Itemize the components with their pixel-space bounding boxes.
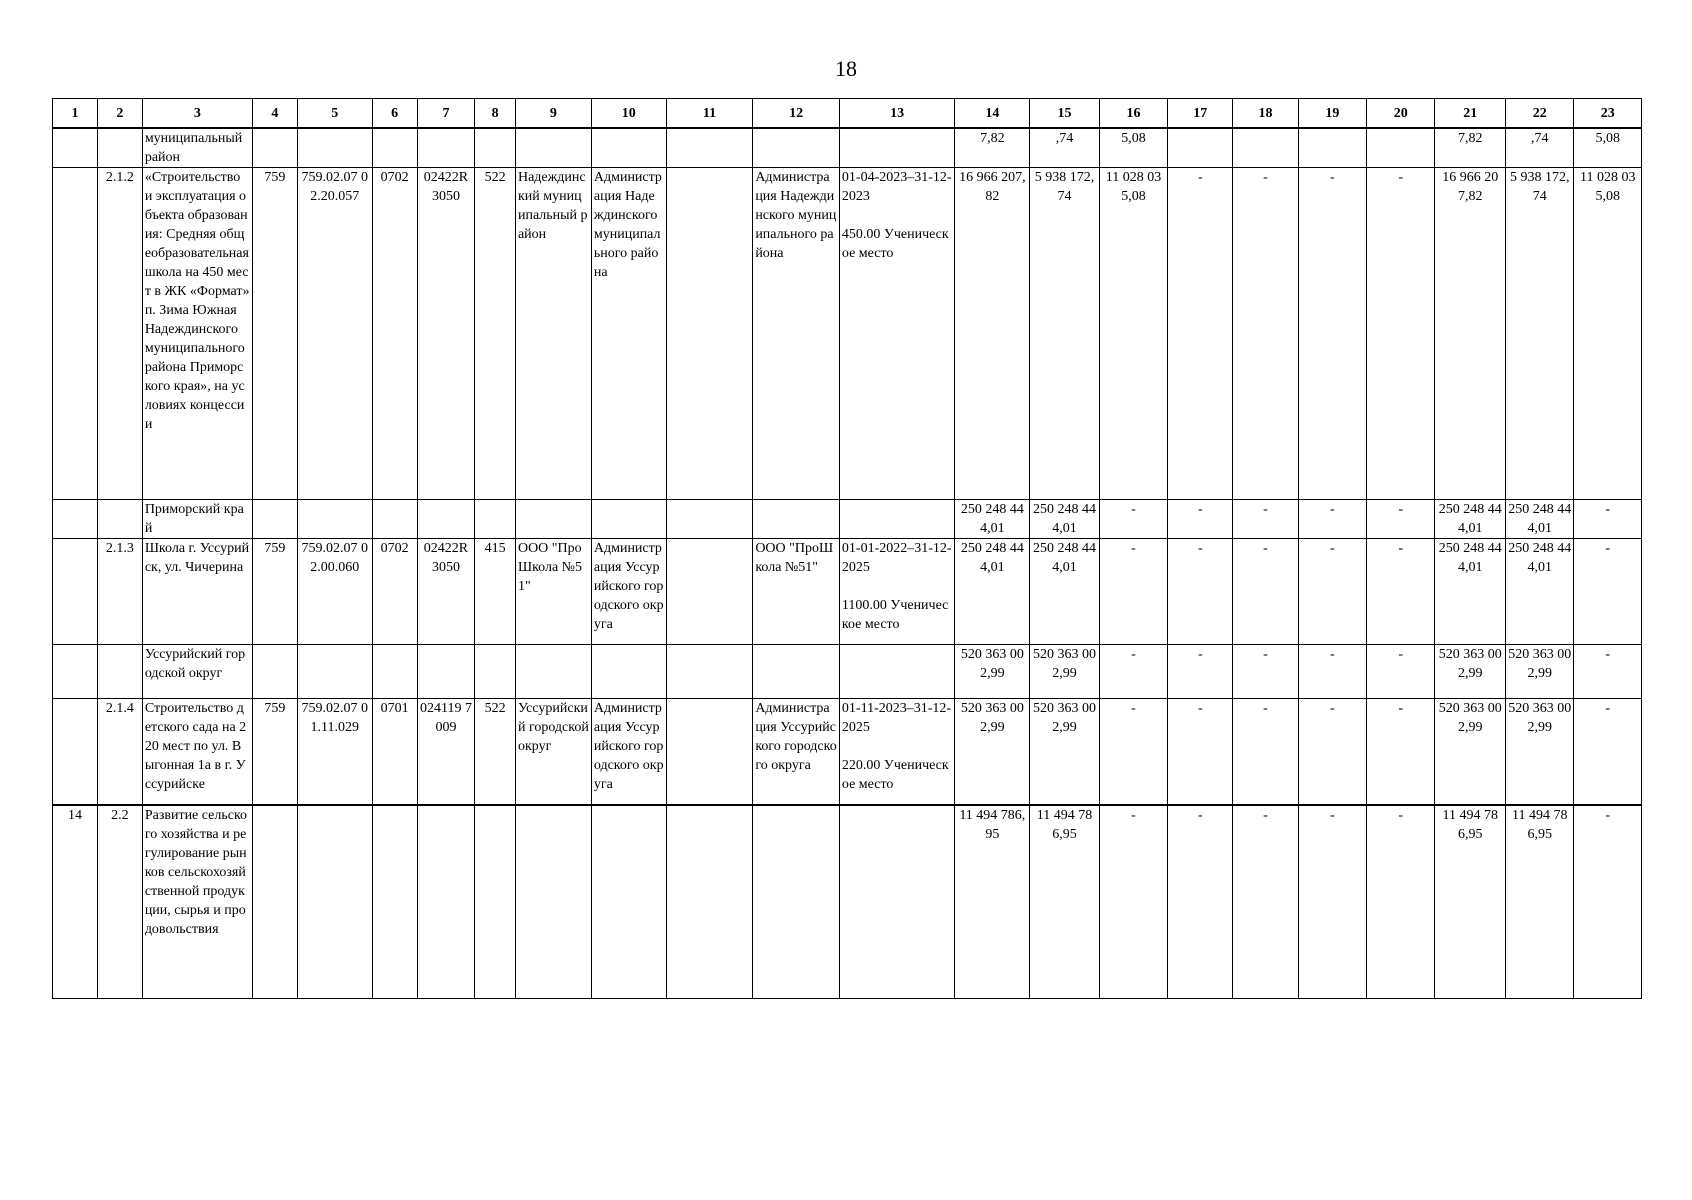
- column-header-17: 17: [1168, 99, 1233, 129]
- table-cell-col-15: 520 363 002,99: [1030, 699, 1100, 805]
- table-cell-col-1: [53, 168, 98, 500]
- table-cell-col-11: [666, 805, 753, 999]
- table-cell-col-8: [475, 645, 516, 699]
- table-cell-col-11: [666, 168, 753, 500]
- table-cell-col-19: -: [1298, 539, 1366, 645]
- column-header-5: 5: [297, 99, 372, 129]
- table-cell-col-21: 11 494 786,95: [1435, 805, 1506, 999]
- table-cell-col-9: [515, 645, 591, 699]
- table-cell-col-14: 520 363 002,99: [955, 645, 1030, 699]
- table-cell-col-20: -: [1367, 168, 1435, 500]
- table-cell-col-22: 520 363 002,99: [1506, 645, 1574, 699]
- table-cell-col-23: 5,08: [1574, 128, 1642, 168]
- table-cell-col-19: -: [1298, 168, 1366, 500]
- column-header-3: 3: [142, 99, 252, 129]
- table-cell-col-15: 11 494 786,95: [1030, 805, 1100, 999]
- column-header-2: 2: [97, 99, 142, 129]
- table-cell-col-5: [297, 645, 372, 699]
- table-cell-col-18: -: [1233, 699, 1298, 805]
- table-cell-col-20: -: [1367, 539, 1435, 645]
- table-cell-col-10: [591, 805, 666, 999]
- table-cell-col-18: -: [1233, 168, 1298, 500]
- table-cell-col-8: [475, 128, 516, 168]
- table-cell-col-18: -: [1233, 645, 1298, 699]
- table-row: [53, 168, 1642, 500]
- table-cell-col-6: [372, 128, 417, 168]
- header-row: [53, 99, 1642, 129]
- column-header-20: 20: [1367, 99, 1435, 129]
- table-cell-col-10: Администрация Уссурийского городского округа: [591, 699, 666, 805]
- budget-table: [52, 98, 1642, 999]
- table-cell-col-9: ООО "ПроШкола №51": [515, 539, 591, 645]
- table-cell-col-8: 522: [475, 168, 516, 500]
- table-cell-col-5: [297, 128, 372, 168]
- table-cell-col-10: [591, 645, 666, 699]
- table-cell-col-20: -: [1367, 500, 1435, 539]
- table-cell-col-9: Надеждинский муниципальный район: [515, 168, 591, 500]
- table-cell-col-16: -: [1099, 805, 1167, 999]
- table-cell-col-17: -: [1168, 539, 1233, 645]
- table-cell-col-13: [839, 805, 954, 999]
- table-row: [53, 500, 1642, 539]
- table-cell-col-21: 520 363 002,99: [1435, 645, 1506, 699]
- table-cell-col-9: [515, 500, 591, 539]
- table-cell-col-1: [53, 500, 98, 539]
- table-cell-col-22: 11 494 786,95: [1506, 805, 1574, 999]
- table-cell-col-19: [1298, 128, 1366, 168]
- table-cell-col-2: [97, 500, 142, 539]
- table-cell-col-9: Уссурийский городской округ: [515, 699, 591, 805]
- table-cell-col-7: [417, 645, 475, 699]
- table-cell-col-22: 520 363 002,99: [1506, 699, 1574, 805]
- table-cell-col-3: муниципальный район: [142, 128, 252, 168]
- table-cell-col-2: [97, 645, 142, 699]
- table-cell-col-16: -: [1099, 539, 1167, 645]
- table-cell-col-6: 0702: [372, 168, 417, 500]
- column-header-9: 9: [515, 99, 591, 129]
- table-cell-col-7: [417, 500, 475, 539]
- column-header-6: 6: [372, 99, 417, 129]
- table-cell-col-2: 2.1.3: [97, 539, 142, 645]
- table-cell-col-3: Приморский край: [142, 500, 252, 539]
- table-cell-col-4: [252, 805, 297, 999]
- table-row: [53, 699, 1642, 805]
- table-cell-col-19: -: [1298, 699, 1366, 805]
- table-cell-col-12: [753, 645, 840, 699]
- table-cell-col-23: -: [1574, 645, 1642, 699]
- table-cell-col-12: Администрация Уссурийского городского округа: [753, 699, 840, 805]
- column-header-22: 22: [1506, 99, 1574, 129]
- table-cell-col-7: 02422R 3050: [417, 168, 475, 500]
- table-cell-col-15: 250 248 444,01: [1030, 539, 1100, 645]
- column-header-10: 10: [591, 99, 666, 129]
- table-cell-col-1: [53, 128, 98, 168]
- table-cell-col-13: [839, 645, 954, 699]
- table-cell-col-6: 0701: [372, 699, 417, 805]
- table-cell-col-2: 2.1.2: [97, 168, 142, 500]
- column-header-1: 1: [53, 99, 98, 129]
- table-cell-col-5: 759.02.07 02.00.060: [297, 539, 372, 645]
- table-cell-col-10: Администрация Уссурийского городского округа: [591, 539, 666, 645]
- table-cell-col-18: -: [1233, 500, 1298, 539]
- table-cell-col-7: [417, 805, 475, 999]
- table-cell-col-22: ,74: [1506, 128, 1574, 168]
- table-cell-col-6: [372, 500, 417, 539]
- table-cell-col-4: [252, 500, 297, 539]
- column-header-12: 12: [753, 99, 840, 129]
- table-cell-col-4: [252, 645, 297, 699]
- table-cell-col-21: 16 966 207,82: [1435, 168, 1506, 500]
- table-cell-col-15: 250 248 444,01: [1030, 500, 1100, 539]
- table-cell-col-7: 024119 7009: [417, 699, 475, 805]
- table-cell-col-1: [53, 539, 98, 645]
- table-cell-col-1: [53, 645, 98, 699]
- table-cell-col-9: [515, 128, 591, 168]
- table-cell-col-16: 5,08: [1099, 128, 1167, 168]
- table-cell-col-7: [417, 128, 475, 168]
- table-cell-col-4: 759: [252, 539, 297, 645]
- table-cell-col-3: «Строительство и эксплуатация объекта образования: Средняя общеобразовательная школа на 450 мест в ЖК «Формат» п. Зима Южная Надеждинского муниципального района Приморского края», на условиях концессии: [142, 168, 252, 500]
- table-cell-col-11: [666, 645, 753, 699]
- table-cell-col-3: Уссурийский городской округ: [142, 645, 252, 699]
- table-cell-col-15: ,74: [1030, 128, 1100, 168]
- table-cell-col-13: 01-04-2023–31-12-2023 450.00 Ученическое место: [839, 168, 954, 500]
- table-cell-col-11: [666, 539, 753, 645]
- table-cell-col-12: Администрация Надеждинского муниципального района: [753, 168, 840, 500]
- column-header-13: 13: [839, 99, 954, 129]
- table-cell-col-23: 11 028 035,08: [1574, 168, 1642, 500]
- table-cell-col-8: [475, 500, 516, 539]
- table-cell-col-7: 02422R 3050: [417, 539, 475, 645]
- table-cell-col-14: 11 494 786,95: [955, 805, 1030, 999]
- table-cell-col-4: 759: [252, 168, 297, 500]
- column-header-23: 23: [1574, 99, 1642, 129]
- table-cell-col-6: [372, 645, 417, 699]
- table-cell-col-14: 7,82: [955, 128, 1030, 168]
- table-cell-col-15: 520 363 002,99: [1030, 645, 1100, 699]
- table-cell-col-5: [297, 805, 372, 999]
- table-cell-col-5: [297, 500, 372, 539]
- table-cell-col-20: [1367, 128, 1435, 168]
- table-cell-col-5: 759.02.07 02.20.057: [297, 168, 372, 500]
- table-cell-col-9: [515, 805, 591, 999]
- table-cell-col-11: [666, 128, 753, 168]
- table-cell-col-8: 522: [475, 699, 516, 805]
- table-cell-col-16: -: [1099, 645, 1167, 699]
- table-cell-col-23: -: [1574, 805, 1642, 999]
- table-cell-col-13: [839, 128, 954, 168]
- table-cell-col-2: [97, 128, 142, 168]
- table-cell-col-14: 520 363 002,99: [955, 699, 1030, 805]
- column-header-8: 8: [475, 99, 516, 129]
- table-cell-col-15: 5 938 172,74: [1030, 168, 1100, 500]
- table-cell-col-23: -: [1574, 539, 1642, 645]
- column-header-19: 19: [1298, 99, 1366, 129]
- table-cell-col-17: -: [1168, 645, 1233, 699]
- table-cell-col-17: -: [1168, 168, 1233, 500]
- table-cell-col-14: 250 248 444,01: [955, 539, 1030, 645]
- table-cell-col-22: 5 938 172,74: [1506, 168, 1574, 500]
- table-cell-col-10: [591, 500, 666, 539]
- table-cell-col-6: [372, 805, 417, 999]
- table-row: [53, 539, 1642, 645]
- table-cell-col-10: [591, 128, 666, 168]
- table-cell-col-20: -: [1367, 645, 1435, 699]
- table-cell-col-2: 2.1.4: [97, 699, 142, 805]
- table-cell-col-11: [666, 699, 753, 805]
- table-cell-col-21: 7,82: [1435, 128, 1506, 168]
- column-header-14: 14: [955, 99, 1030, 129]
- table-cell-col-10: Администрация Надеждинского муниципального района: [591, 168, 666, 500]
- table-cell-col-13: [839, 500, 954, 539]
- table-cell-col-19: -: [1298, 805, 1366, 999]
- table-cell-col-22: 250 248 444,01: [1506, 539, 1574, 645]
- table-cell-col-3: Школа г. Уссурийск, ул. Чичерина: [142, 539, 252, 645]
- table-cell-col-18: -: [1233, 539, 1298, 645]
- table-row: [53, 805, 1642, 999]
- table-cell-col-23: -: [1574, 699, 1642, 805]
- table-cell-col-12: [753, 805, 840, 999]
- table-cell-col-3: Строительство детского сада на 220 мест по ул. Выгонная 1а в г. Уссурийске: [142, 699, 252, 805]
- table-cell-col-1: [53, 699, 98, 805]
- table-cell-col-20: -: [1367, 805, 1435, 999]
- column-header-18: 18: [1233, 99, 1298, 129]
- table-cell-col-12: [753, 500, 840, 539]
- table-cell-col-4: 759: [252, 699, 297, 805]
- column-header-15: 15: [1030, 99, 1100, 129]
- table-cell-col-12: [753, 128, 840, 168]
- table-cell-col-17: [1168, 128, 1233, 168]
- table-cell-col-8: [475, 805, 516, 999]
- table-cell-col-4: [252, 128, 297, 168]
- table-cell-col-17: -: [1168, 500, 1233, 539]
- table-cell-col-11: [666, 500, 753, 539]
- table-cell-col-16: -: [1099, 699, 1167, 805]
- table-cell-col-19: -: [1298, 500, 1366, 539]
- table-cell-col-14: 250 248 444,01: [955, 500, 1030, 539]
- table-cell-col-23: -: [1574, 500, 1642, 539]
- table-cell-col-19: -: [1298, 645, 1366, 699]
- table-cell-col-16: -: [1099, 500, 1167, 539]
- table-cell-col-8: 415: [475, 539, 516, 645]
- table-cell-col-22: 250 248 444,01: [1506, 500, 1574, 539]
- column-header-16: 16: [1099, 99, 1167, 129]
- table-cell-col-1: 14: [53, 805, 98, 999]
- table-cell-col-17: -: [1168, 805, 1233, 999]
- table-cell-col-13: 01-11-2023–31-12-2025 220.00 Ученическое место: [839, 699, 954, 805]
- column-header-4: 4: [252, 99, 297, 129]
- table-cell-col-20: -: [1367, 699, 1435, 805]
- table-cell-col-21: 250 248 444,01: [1435, 539, 1506, 645]
- table-cell-col-17: -: [1168, 699, 1233, 805]
- table-cell-col-21: 520 363 002,99: [1435, 699, 1506, 805]
- table-cell-col-3: Развитие сельского хозяйства и регулирование рынков сельскохозяйственной продукции, сырья и продовольствия: [142, 805, 252, 999]
- table-row: [53, 128, 1642, 168]
- table-cell-col-18: -: [1233, 805, 1298, 999]
- table-cell-col-12: ООО "ПроШкола №51": [753, 539, 840, 645]
- table-cell-col-5: 759.02.07 01.11.029: [297, 699, 372, 805]
- column-header-7: 7: [417, 99, 475, 129]
- table-cell-col-2: 2.2: [97, 805, 142, 999]
- table-cell-col-14: 16 966 207,82: [955, 168, 1030, 500]
- page-number: 18: [835, 56, 857, 81]
- table-cell-col-21: 250 248 444,01: [1435, 500, 1506, 539]
- table-row: [53, 645, 1642, 699]
- table-cell-col-16: 11 028 035,08: [1099, 168, 1167, 500]
- table-cell-col-13: 01-01-2022–31-12-2025 1100.00 Ученическое место: [839, 539, 954, 645]
- table-cell-col-18: [1233, 128, 1298, 168]
- column-header-21: 21: [1435, 99, 1506, 129]
- table-cell-col-6: 0702: [372, 539, 417, 645]
- column-header-11: 11: [666, 99, 753, 129]
